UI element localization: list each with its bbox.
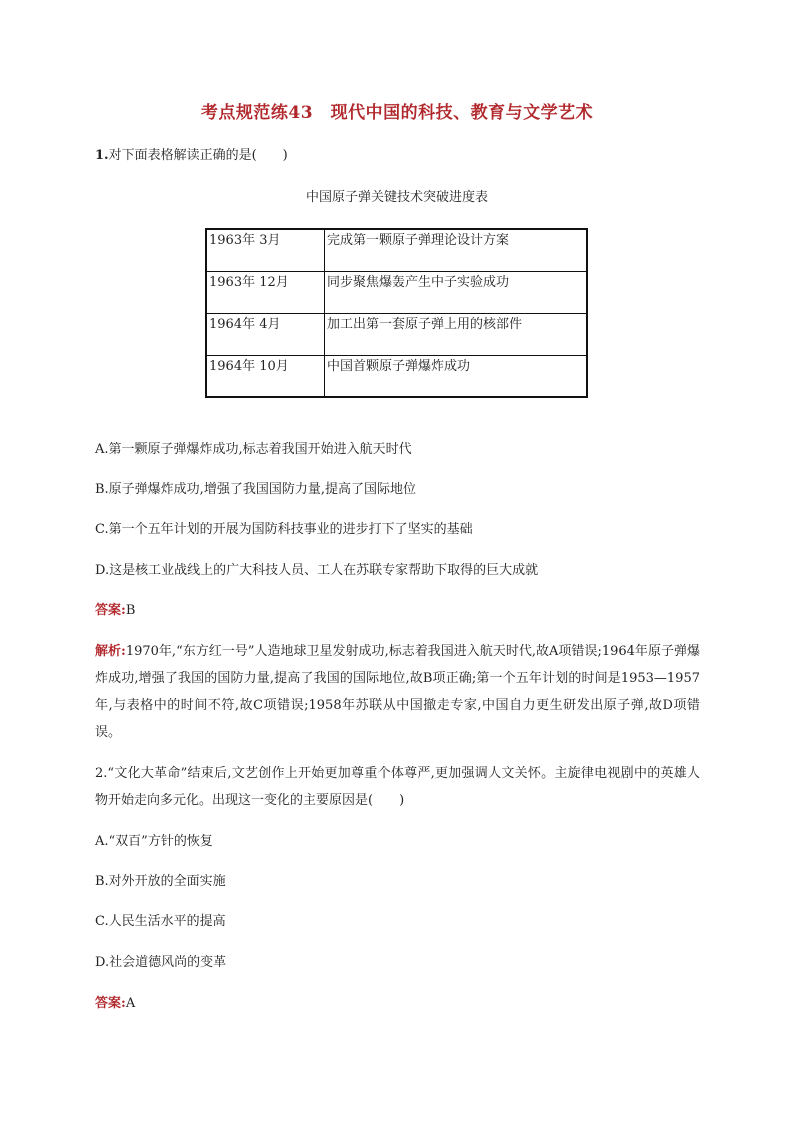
analysis-1 [95, 638, 700, 746]
question-1 [95, 146, 288, 166]
answer-1 [95, 601, 135, 621]
option-d: D.社会道德风尚的变革 [95, 955, 227, 970]
page-title: 考点规范练43 现代中国的科技、教育与文学艺术 [200, 103, 594, 123]
table-row [206, 313, 587, 355]
table-cell-date: 1964年 10月 [206, 355, 325, 397]
analysis-text: 1970年,“东方红一号”人造地球卫星发射成功,标志着我国进入航天时代,故A项错误;1964年原子弹爆炸成功,增强了我国的国防力量,提高了我国的国际地位,故B项正确;第一个五年计划的时间是1953—1957年,与表格中的时间不符,故C项错误;1958年苏联从中国撤走专家,中国自力更生研发出原子弹,故D项错误。 [95, 644, 700, 740]
table-cell-event: 完成第一颗原子弹理论设计方案 [325, 229, 588, 271]
answer-value: A [125, 996, 136, 1011]
question-number: 2. [95, 766, 108, 781]
analysis-label: 解析: [95, 644, 126, 659]
option-a: A.“双百”方针的恢复 [95, 834, 213, 849]
question-2 [95, 760, 700, 814]
option-d: D.这是核工业战线上的广大科技人员、工人在苏联专家帮助下取得的巨大成就 [95, 563, 539, 578]
answer-value: B [125, 603, 136, 618]
option-b: B.原子弹爆炸成功,增强了我国国防力量,提高了国际地位 [95, 482, 416, 497]
question-number: 1. [95, 148, 109, 163]
question-stem: “文化大革命”结束后,文艺创作上开始更加尊重个体尊严,更加强调人文关怀。主旋律电视剧中的英雄人物开始走向多元化。出现这一变化的主要原因是( ) [95, 766, 700, 808]
question-stem: 对下面表格解读正确的是( ) [108, 148, 288, 163]
table-cell-date: 1963年 12月 [206, 271, 325, 313]
answer-2 [95, 994, 135, 1014]
table-cell-event: 中国首颗原子弹爆炸成功 [325, 355, 588, 397]
answer-label: 答案: [95, 996, 126, 1011]
table-row [206, 355, 587, 397]
option-c: C.第一个五年计划的开展为国防科技事业的进步打下了坚实的基础 [95, 522, 473, 537]
progress-table [205, 228, 588, 398]
option-a: A.第一颗原子弹爆炸成功,标志着我国开始进入航天时代 [95, 442, 412, 457]
table-cell-date: 1963年 3月 [206, 229, 325, 271]
table-row [206, 229, 587, 271]
table-cell-date: 1964年 4月 [206, 313, 325, 355]
option-c: C.人民生活水平的提高 [95, 914, 226, 929]
answer-label: 答案: [95, 603, 126, 618]
table-title: 中国原子弹关键技术突破进度表 [305, 190, 488, 205]
option-b: B.对外开放的全面实施 [95, 874, 226, 889]
table-cell-event: 同步聚焦爆轰产生中子实验成功 [325, 271, 588, 313]
table-row [206, 271, 587, 313]
table-cell-event: 加工出第一套原子弹上用的核部件 [325, 313, 588, 355]
